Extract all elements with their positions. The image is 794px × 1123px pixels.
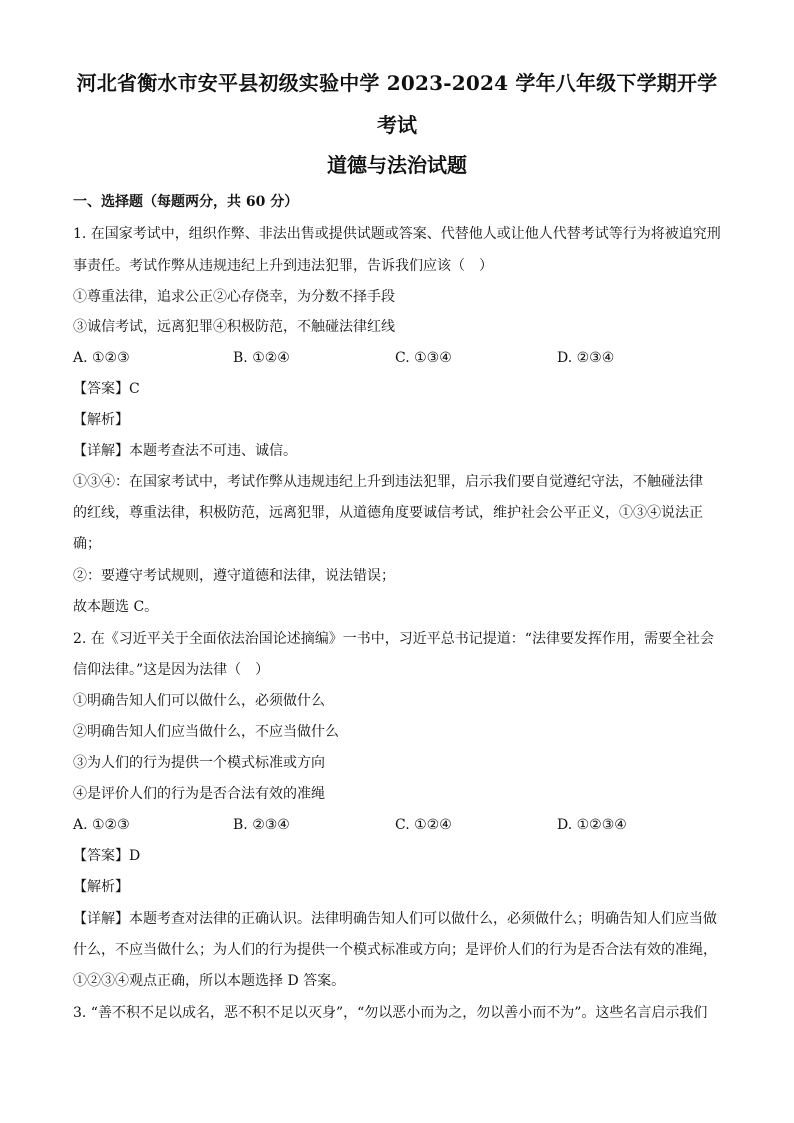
q2-choice-item-2: ②明确告知人们应当做什么，不应当做什么 <box>73 724 339 740</box>
q2-option-a: A. ①②③ <box>73 817 130 833</box>
q2-choice-item-3: ③为人们的行为提供一个模式标准或方向 <box>73 755 325 771</box>
q2-choice-item-4: ④是评价人们的行为是否合法有效的准绳 <box>73 786 325 802</box>
q1-detail-line-5: ②：要遵守考试规则，遵守道德和法律，说法错误； <box>73 568 395 584</box>
q1-analysis-label: 【解析】 <box>73 412 129 428</box>
q1-choice-items-1: ①尊重法律，追求公正②心存侥幸，为分数不择手段 <box>73 289 395 305</box>
q2-option-c: C. ①②④ <box>395 817 452 833</box>
q1-stem-line-1: 1. 在国家考试中，组织作弊、非法出售或提供试题或答案、代替他人或让他人代替考试等行为将被追究刑 <box>73 226 721 242</box>
q1-detail-line-6: 故本题选 C。 <box>73 599 159 615</box>
section-heading: 一、选择题（每题两分，共 60 分） <box>73 194 299 210</box>
q1-option-b: B. ①②④ <box>233 350 290 366</box>
q1-detail-line-2: ①③④：在国家考试中，考试作弊从违规违纪上升到违法犯罪，启示我们要自觉遵纪守法，不触碰法律 <box>73 474 703 490</box>
exam-title-line-1: 河北省衡水市安平县初级实验中学 2023-2024 学年八年级下学期开学 <box>76 71 718 95</box>
q1-option-a: A. ①②③ <box>73 350 130 366</box>
exam-subject-title: 道德与法治试题 <box>327 153 467 177</box>
q2-detail-line-3: ①②③④观点正确，所以本题选择 D 答案。 <box>73 973 346 989</box>
q2-answer: 【答案】D <box>73 848 141 864</box>
q1-detail-line-1: 【详解】本题考查法不可违、诚信。 <box>73 443 297 459</box>
q2-analysis-label: 【解析】 <box>73 879 129 895</box>
q1-option-d: D. ②③④ <box>557 350 615 366</box>
q2-choice-item-1: ①明确告知人们可以做什么，必须做什么 <box>73 693 325 709</box>
q2-stem-line-1: 2. 在《习近平关于全面依法治国论述摘编》一书中，习近平总书记提道：“法律要发挥作用，需要全社会 <box>73 631 714 647</box>
q1-detail-line-3: 的红线，尊重法律，积极防范，远离犯罪，从道德角度要诚信考试，维护社会公平正义，①③④说法正 <box>73 505 703 521</box>
q1-option-c: C. ①③④ <box>395 350 452 366</box>
q1-answer: 【答案】C <box>73 381 140 397</box>
q2-stem-line-2: 信仰法律。”这是因为法律（ ） <box>73 662 270 678</box>
exam-title-line-2: 考试 <box>377 113 417 137</box>
q1-detail-line-4: 确； <box>73 536 101 552</box>
q2-option-b: B. ②③④ <box>233 817 290 833</box>
q2-option-d: D. ①②③④ <box>557 817 627 833</box>
q2-detail-line-1: 【详解】本题考查对法律的正确认识。法律明确告知人们可以做什么，必须做什么；明确告知人们应当做 <box>73 911 717 927</box>
q2-detail-line-2: 什么，不应当做什么；为人们的行为提供一个模式标准或方向；是评价人们的行为是否合法有效的准绳， <box>73 942 717 958</box>
q1-choice-items-2: ③诚信考试，远离犯罪④积极防范，不触碰法律红线 <box>73 319 395 335</box>
q3-stem-line-1: 3. “善不积不足以成名，恶不积不足以灭身”，“勿以恶小而为之，勿以善小而不为”。这些名言启示我们 <box>73 1005 708 1021</box>
q1-stem-line-2: 事责任。考试作弊从违规违纪上升到违法犯罪，告诉我们应该（ ） <box>73 258 493 274</box>
